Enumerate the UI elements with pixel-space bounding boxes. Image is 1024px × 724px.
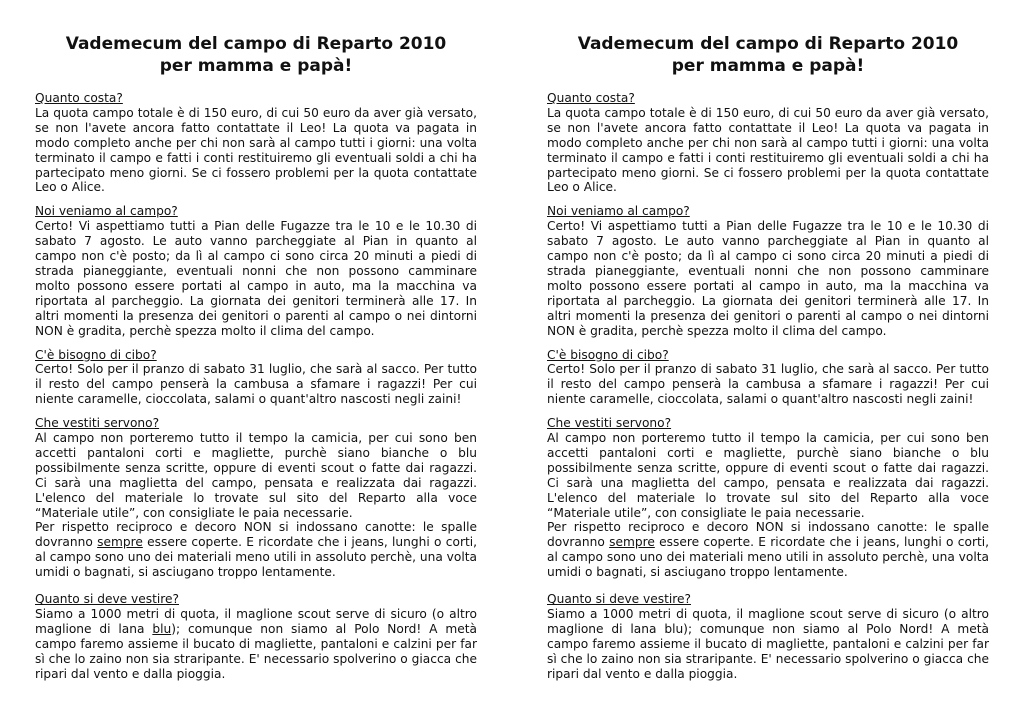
section-clothes — [547, 416, 989, 580]
section-cost — [35, 91, 477, 195]
answer-clothes-p1: Al campo non porteremo tutto il tempo la camicia, per cui sono ben accetti pantaloni corti e magliette, purchè siano bianche o blu possibilmente senza scritte, oppure di eventi scout o fatte dai ragazzi. Ci sarà una maglietta del campo, pensata e realizzata dai ragazzi. L'elenco del materiale lo trovate sul sito del Reparto alla voce “Materiale utile”, con consigliate le paia necessarie. — [35, 431, 477, 520]
section-warmth — [547, 592, 989, 681]
question-cost: Quanto costa? — [35, 91, 123, 105]
section-warmth — [35, 592, 477, 681]
question-clothes: Che vestiti servono? — [547, 416, 672, 431]
emphasis-sempre: sempre — [609, 535, 655, 550]
question-food: C'è bisogno di cibo? — [547, 347, 669, 362]
title-line-1: Vademecum del campo di Reparto 2010 — [577, 34, 959, 54]
answer-food: Certo! Solo per il pranzo di sabato 31 luglio, che sarà al sacco. Per tutto il resto del campo penserà la cambusa a sfamare i ragazzi! Per cui niente caramelle, cioccolata, salami o quant'altro nascosti negli zaini! — [547, 362, 989, 407]
left-page — [35, 33, 477, 691]
answer-warmth-start: Siamo a 1000 metri di quota, il maglione scout serve di sicuro (o altro maglione di lana — [35, 607, 477, 636]
answer-clothes-p2-start: Per rispetto reciproco e decoro NON si indossano canotte: le spalle dovranno — [35, 520, 477, 550]
emphasis-sempre: sempre — [97, 535, 143, 550]
question-cost: Quanto costa? — [547, 91, 635, 105]
question-warmth: Quanto si deve vestire? — [547, 592, 691, 607]
answer-clothes-p2 — [35, 520, 477, 580]
page-title — [547, 33, 989, 77]
question-food: C'è bisogno di cibo? — [35, 347, 157, 362]
answer-visit: Certo! Vi aspettiamo tutti a Pian delle Fugazze tra le 10 e le 10.30 di sabato 7 agosto. Le auto vanno parcheggiate al Pian in quanto al campo non c'è posto; da lì al campo ci sono circa 20 minuti a piedi di strada pianeggiante, eventuali nonni che non possono camminare molto possono essere portati al campo in auto, ma la macchina va riportata al parcheggio. La giornata dei genitori terminerà alle 17. In altri momenti la presenza dei genitori o parenti al campo o nei dintorni NON è gradita, perchè spezza molto il clima del campo. — [35, 219, 477, 338]
answer-cost: La quota campo totale è di 150 euro, di cui 50 euro da aver già versato, se non l'avete ancora fatto contattate il Leo! La quota va pagata in modo completo anche per chi non sarà al campo tutti i giorni: una volta terminato il campo e fatti i conti restituiremo gli eventuali soldi a chi ha partecipato meno giorni. Se ci fossero problemi per la quota contattate Leo o Alice. — [547, 105, 989, 195]
section-food — [35, 348, 477, 408]
section-clothes — [35, 416, 477, 580]
right-page — [547, 33, 989, 691]
answer-clothes-p2-start: Per rispetto reciproco e decoro NON si indossano canotte: le spalle dovranno — [547, 520, 989, 550]
answer-clothes-p2 — [547, 520, 989, 580]
question-visit: Noi veniamo al campo? — [35, 204, 178, 219]
question-clothes: Che vestiti servono? — [35, 416, 160, 431]
section-cost — [547, 91, 989, 195]
answer-warmth — [35, 607, 477, 682]
emphasis-blu: blu — [152, 621, 172, 636]
section-visit — [547, 204, 989, 338]
title-line-2: per mamma e papà! — [671, 56, 865, 76]
section-visit — [35, 204, 477, 338]
title-line-1: Vademecum del campo di Reparto 2010 — [65, 34, 447, 54]
answer-clothes-p1: Al campo non porteremo tutto il tempo la camicia, per cui sono ben accetti pantaloni corti e magliette, purchè siano bianche o blu possibilmente senza scritte, oppure di eventi scout o fatte dai ragazzi. Ci sarà una maglietta del campo, pensata e realizzata dai ragazzi. L'elenco del materiale lo trovate sul sito del Reparto alla voce “Materiale utile”, con consigliate le paia necessarie. — [547, 431, 989, 520]
question-warmth: Quanto si deve vestire? — [35, 592, 179, 607]
answer-warmth-end: ); comunque non siamo al Polo Nord! A metà campo faremo assieme il bucato di magliette, pantaloni e calzini per far sì che lo zaino non sia straripante. E' necessario spolverino o giacca che ripari dal vento e dalla pioggia. — [35, 621, 477, 681]
question-visit: Noi veniamo al campo? — [547, 204, 690, 219]
answer-clothes-p2-end: essere coperte. E ricordate che i jeans, lunghi o corti, al campo sono uno dei materiali meno utili in assoluto perchè, una volta umidi o bagnati, si asciugano troppo lentamente. — [35, 535, 478, 580]
answer-visit: Certo! Vi aspettiamo tutti a Pian delle Fugazze tra le 10 e le 10.30 di sabato 7 agosto. Le auto vanno parcheggiate al Pian in quanto al campo non c'è posto; da lì al campo ci sono circa 20 minuti a piedi di strada pianeggiante, eventuali nonni che non possono camminare molto possono essere portati al campo in auto, ma la macchina va riportata al parcheggio. La giornata dei genitori terminerà alle 17. In altri momenti la presenza dei genitori o parenti al campo o nei dintorni NON è gradita, perchè spezza molto il clima del campo. — [547, 219, 989, 338]
answer-clothes-p2-end: essere coperte. E ricordate che i jeans, lunghi o corti, al campo sono uno dei materiali meno utili in assoluto perchè, una volta umidi o bagnati, si asciugano troppo lentamente. — [547, 535, 990, 580]
section-food — [547, 348, 989, 408]
answer-warmth: Siamo a 1000 metri di quota, il maglione scout serve di sicuro (o altro maglione di lana blu); comunque non siamo al Polo Nord! A metà campo faremo assieme il bucato di magliette, pantaloni e calzini per far sì che lo zaino non sia straripante. E' necessario spolverino o giacca che ripari dal vento e dalla pioggia. — [547, 607, 989, 681]
answer-cost: La quota campo totale è di 150 euro, di cui 50 euro da aver già versato, se non l'avete ancora fatto contattate il Leo! La quota va pagata in modo completo anche per chi non sarà al campo tutti i giorni: una volta terminato il campo e fatti i conti restituiremo gli eventuali soldi a chi ha partecipato meno giorni. Se ci fossero problemi per la quota contattate Leo o Alice. — [35, 105, 477, 195]
title-line-2: per mamma e papà! — [159, 56, 353, 76]
page-title — [35, 33, 477, 77]
answer-food: Certo! Solo per il pranzo di sabato 31 luglio, che sarà al sacco. Per tutto il resto del campo penserà la cambusa a sfamare i ragazzi! Per cui niente caramelle, cioccolata, salami o quant'altro nascosti negli zaini! — [35, 362, 477, 407]
